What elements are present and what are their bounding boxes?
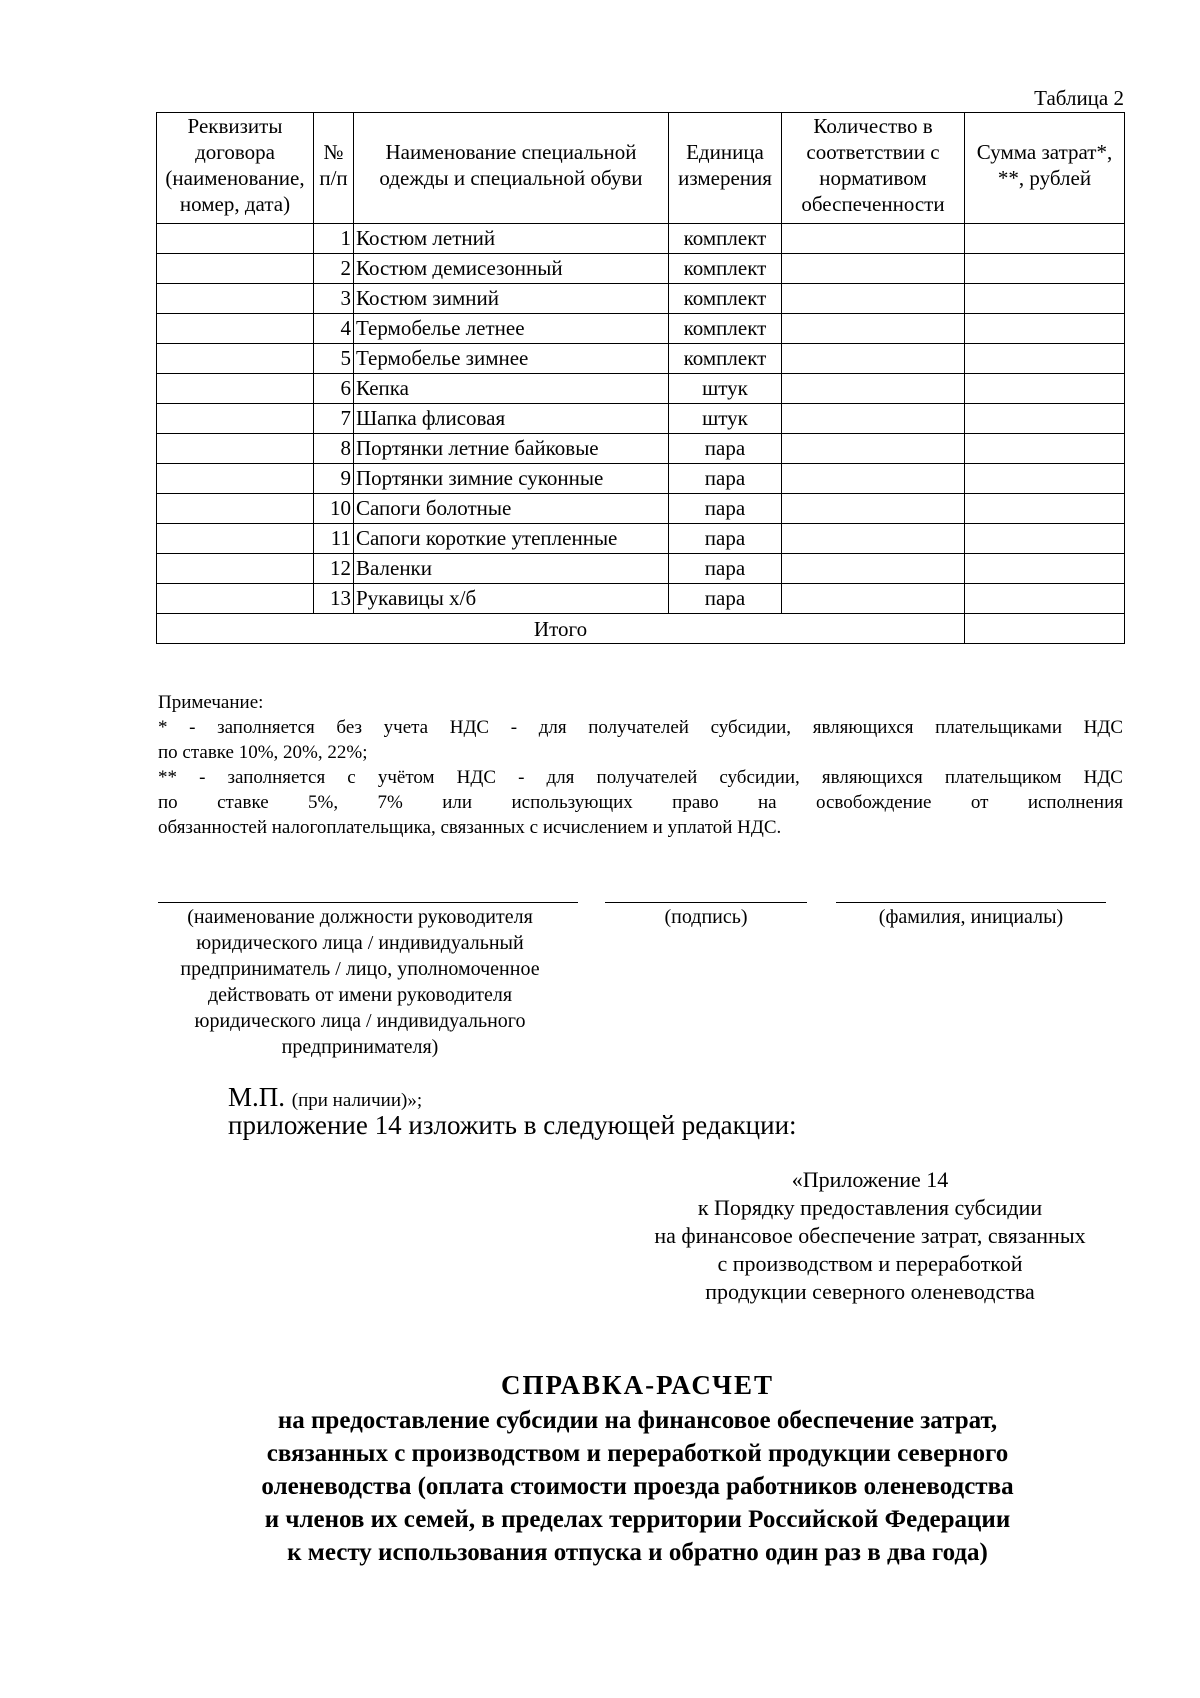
appendix-line: «Приложение 14	[791, 1167, 949, 1192]
quantity-cell	[782, 314, 965, 344]
subtitle-line: и членов их семей, в пределах территории Российской Федерации	[264, 1506, 1011, 1533]
item-name: Костюм демисезонный	[354, 254, 669, 284]
item-unit: пара	[669, 494, 782, 524]
item-number: 6	[314, 374, 354, 404]
stamp-note: (при наличии)»;	[291, 1090, 423, 1111]
cost-cell	[965, 284, 1125, 314]
note-1-line-1: * - заполняется без учета НДС - для получателей субсидии, являющихся плательщиками НДС	[158, 717, 1123, 738]
item-number: 3	[314, 284, 354, 314]
position-caption-line: (наименование должности руководителя	[187, 906, 533, 928]
item-name: Сапоги болотные	[354, 494, 669, 524]
table-row	[157, 434, 1125, 464]
position-caption-line: юридического лица / индивидуального	[194, 1010, 526, 1032]
position-caption-line: юридического лица / индивидуальный	[196, 932, 524, 954]
document-subtitle	[150, 1404, 1125, 1569]
appendix-header	[600, 1166, 1140, 1306]
header-number: № п/п	[314, 113, 354, 224]
position-caption-line: действовать от имени руководителя	[207, 984, 513, 1006]
cost-cell	[965, 314, 1125, 344]
subtitle-line: на предоставление субсидии на финансовое обеспечение затрат,	[277, 1407, 998, 1434]
item-name: Сапоги короткие утепленные	[354, 524, 669, 554]
item-number: 12	[314, 554, 354, 584]
item-number: 4	[314, 314, 354, 344]
table-row	[157, 584, 1125, 614]
header-quantity: Количество в соответствии с нормативом обеспеченности	[782, 113, 965, 224]
table-row	[157, 374, 1125, 404]
item-unit: комплект	[669, 254, 782, 284]
cost-cell	[965, 254, 1125, 284]
cost-cell	[965, 524, 1125, 554]
appendix-line: к Порядку предоставления субсидии	[697, 1195, 1043, 1220]
contract-cell	[157, 434, 314, 464]
item-name: Кепка	[354, 374, 669, 404]
signature-caption: (подпись)	[664, 906, 748, 928]
quantity-cell	[782, 434, 965, 464]
table-row	[157, 314, 1125, 344]
item-name: Термобелье зимнее	[354, 344, 669, 374]
cost-cell	[965, 494, 1125, 524]
quantity-cell	[782, 554, 965, 584]
cost-cell	[965, 344, 1125, 374]
item-number: 2	[314, 254, 354, 284]
position-caption-line: предприниматель / лицо, уполномоченное	[180, 958, 540, 980]
item-name: Термобелье летнее	[354, 314, 669, 344]
appendix-line: продукции северного оленеводства	[705, 1279, 1035, 1304]
name-caption: (фамилия, инициалы)	[878, 906, 1064, 928]
total-row	[157, 614, 1125, 644]
equipment-table	[156, 112, 1125, 644]
contract-cell	[157, 494, 314, 524]
item-name: Портянки летние байковые	[354, 434, 669, 464]
item-name: Костюм зимний	[354, 284, 669, 314]
contract-cell	[157, 374, 314, 404]
item-number: 1	[314, 224, 354, 254]
quantity-cell	[782, 404, 965, 434]
position-caption	[150, 904, 570, 1060]
cost-cell	[965, 464, 1125, 494]
item-unit: пара	[669, 464, 782, 494]
item-name: Валенки	[354, 554, 669, 584]
notes	[158, 690, 1123, 840]
header-item-name: Наименование специальной одежды и специальной обуви	[354, 113, 669, 224]
subtitle-line: оленеводства (оплата стоимости проезда работников оленеводства	[261, 1473, 1014, 1500]
contract-cell	[157, 284, 314, 314]
total-sum-cell	[965, 614, 1125, 644]
contract-cell	[157, 224, 314, 254]
item-name: Костюм летний	[354, 224, 669, 254]
table-caption: Таблица 2	[1034, 86, 1124, 110]
note-2-line-2: по ставке 5%, 7% или использующих право на освобождение от исполнения	[158, 792, 1123, 813]
item-unit: комплект	[669, 224, 782, 254]
appendix-line: с производством и переработкой	[717, 1251, 1023, 1276]
item-name: Рукавицы х/б	[354, 584, 669, 614]
cost-cell	[965, 434, 1125, 464]
contract-cell	[157, 404, 314, 434]
quantity-cell	[782, 464, 965, 494]
header-unit: Единица измерения	[669, 113, 782, 224]
quantity-cell	[782, 344, 965, 374]
item-number: 11	[314, 524, 354, 554]
item-name: Портянки зимние суконные	[354, 464, 669, 494]
cost-cell	[965, 554, 1125, 584]
item-number: 8	[314, 434, 354, 464]
item-number: 10	[314, 494, 354, 524]
table-row	[157, 344, 1125, 374]
note-2-line-1: ** - заполняется с учётом НДС - для получателей субсидии, являющихся плательщиком НДС	[158, 767, 1123, 788]
subtitle-line: к месту использования отпуска и обратно один раз в два года)	[287, 1539, 988, 1566]
item-unit: комплект	[669, 284, 782, 314]
stamp-label: М.П.	[228, 1082, 286, 1112]
quantity-cell	[782, 494, 965, 524]
name-signature-line	[836, 902, 1106, 903]
contract-cell	[157, 464, 314, 494]
quantity-cell	[782, 254, 965, 284]
position-caption-line: предпринимателя)	[281, 1036, 439, 1058]
item-unit: штук	[669, 404, 782, 434]
contract-cell	[157, 584, 314, 614]
table-row	[157, 554, 1125, 584]
quantity-cell	[782, 524, 965, 554]
quantity-cell	[782, 224, 965, 254]
table-row	[157, 254, 1125, 284]
contract-cell	[157, 254, 314, 284]
table-body	[157, 224, 1125, 614]
item-name: Шапка флисовая	[354, 404, 669, 434]
stamp-placeholder	[228, 1082, 422, 1113]
quantity-cell	[782, 284, 965, 314]
item-unit: штук	[669, 374, 782, 404]
item-unit: пара	[669, 584, 782, 614]
position-signature-line	[158, 902, 578, 903]
item-unit: комплект	[669, 314, 782, 344]
table-row	[157, 464, 1125, 494]
contract-cell	[157, 524, 314, 554]
document-title: СПРАВКА-РАСЧЕТ	[501, 1370, 774, 1400]
contract-cell	[157, 344, 314, 374]
amendment-text: приложение 14 изложить в следующей редакции:	[228, 1110, 797, 1140]
item-number: 5	[314, 344, 354, 374]
signature-line	[605, 902, 807, 903]
item-number: 13	[314, 584, 354, 614]
total-label: Итого	[157, 614, 965, 644]
quantity-cell	[782, 374, 965, 404]
table-row	[157, 524, 1125, 554]
quantity-cell	[782, 584, 965, 614]
table-row	[157, 284, 1125, 314]
contract-cell	[157, 314, 314, 344]
item-unit: пара	[669, 554, 782, 584]
cost-cell	[965, 404, 1125, 434]
table-row	[157, 404, 1125, 434]
table-header-row	[157, 113, 1125, 224]
notes-heading: Примечание:	[158, 692, 264, 713]
item-number: 9	[314, 464, 354, 494]
item-unit: пара	[669, 434, 782, 464]
header-cost-sum: Сумма затрат*, **, рублей	[965, 113, 1125, 224]
item-unit: пара	[669, 524, 782, 554]
cost-cell	[965, 374, 1125, 404]
cost-cell	[965, 584, 1125, 614]
table-row	[157, 224, 1125, 254]
note-1-line-2: по ставке 10%, 20%, 22%;	[158, 742, 368, 763]
item-number: 7	[314, 404, 354, 434]
cost-cell	[965, 224, 1125, 254]
table-row	[157, 494, 1125, 524]
item-unit: комплект	[669, 344, 782, 374]
header-contract-details: Реквизиты договора (наименование, номер, дата)	[157, 113, 314, 224]
subtitle-line: связанных с производством и переработкой продукции северного	[266, 1440, 1009, 1467]
contract-cell	[157, 554, 314, 584]
appendix-line: на финансовое обеспечение затрат, связанных	[654, 1223, 1086, 1248]
note-2-line-3: обязанностей налогоплательщика, связанных с исчислением и уплатой НДС.	[158, 817, 782, 838]
